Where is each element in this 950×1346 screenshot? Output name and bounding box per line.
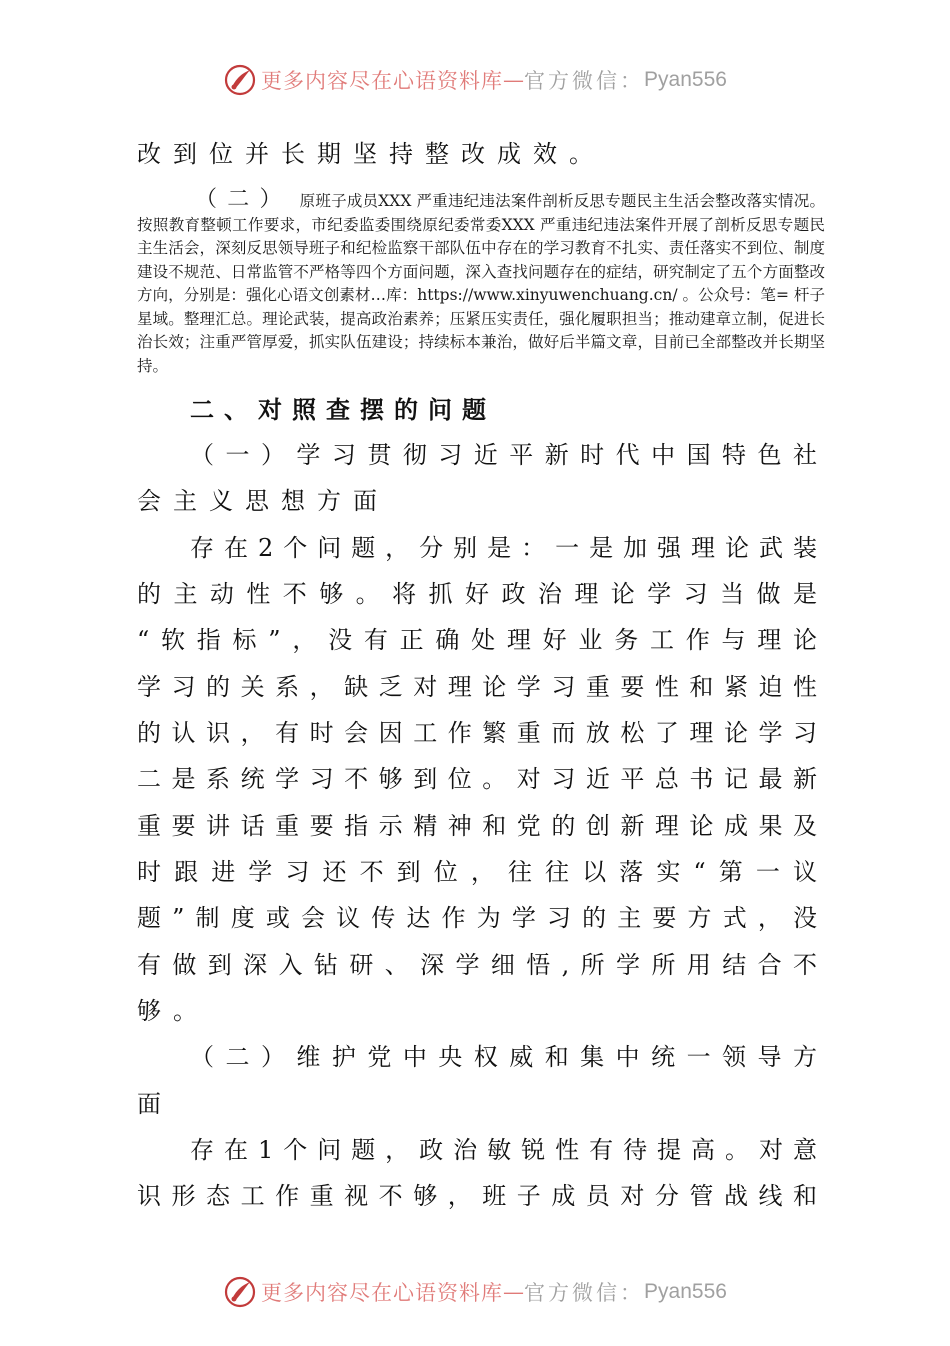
text-line: （二）维护党中央权威和集中统一领导方 [190,1043,817,1071]
paragraph-body: 原班子成员XXX 严重违纪违法案件剖析反思专题民主生活会整改落实情况。按照教育整顿工作要求，市纪委监委围绕原纪委常委XXX 严重违纪违法案件开展了剖析反思专题民主生活会，深刻反思领导班子和纪检监察干部队伍中存在的学习教育不扎实、责任落实不到位、制度建设不规范、日常监管不严格等四个方面问题，深入查找问题存在的症结，研究制定了五个方面整改方向，分别是：强化心语文创素材…库：https://www.xinyuwenchuang.cn/ 。公众号：笔= 杆子星域。整理汇总。理论武装，提高政治素养；压紧压实责任，强化履职担当；推动建章立制，促进长治长效；注重严管厚爱，抓实队伍建设；持续标本兼治，做好后半篇文章，目前已全部整改并长期坚持。 [137,192,825,375]
watermark-label: 官方微信： [524,69,645,93]
text-line: 学习的关系，缺乏对理论学习重要性和紧迫性 [137,673,817,701]
watermark-label: 官方微信： [524,1281,645,1305]
section-heading: 二、对照查摆的问题 [190,396,496,424]
text-line: 时跟进学习还不到位，往往以落实“第一议 [137,858,817,886]
text-line: “软指标”，没有正确处理好业务工作与理论 [137,626,817,654]
watermark-wechat-id: Pyan556 [644,68,727,91]
text-line: 题”制度或会议传达作为学习的主要方式，没 [137,904,817,932]
paragraph-section-two [137,188,825,378]
brush-logo-icon [223,63,257,97]
text-line: 有做到深入钻研、深学细悟,所学所用结合不 [137,951,817,979]
text-line: （一）学习贯彻习近平新时代中国特色社 [190,441,817,469]
text-line: 的主动性不够。将抓好政治理论学习当做是 [137,580,817,608]
watermark-site: 更多内容尽在心语资料库 [261,69,504,93]
paragraph-lead: （二） [195,187,292,212]
text-line: 改到位并长期坚持整改成效。 [137,140,605,168]
watermark-wechat-id: Pyan556 [644,1280,727,1303]
watermark-dash: — [503,1280,525,1304]
text-line: 识形态工作重视不够，班子成员对分管战线和 [137,1182,817,1210]
text-line: 二是系统学习不够到位。对习近平总书记最新 [137,765,817,793]
watermark-site: 更多内容尽在心语资料库 [261,1281,504,1305]
text-line: 够。 [137,997,209,1025]
text-line: 存在2个问题，分别是：一是加强理论武装 [190,534,817,562]
text-line: 重要讲话重要指示精神和党的创新理论成果及 [137,812,817,840]
footer-watermark [0,1272,950,1312]
text-line: 存在1个问题，政治敏锐性有待提高。对意 [190,1136,817,1164]
header-watermark [0,60,950,100]
text-line: 的认识，有时会因工作繁重而放松了理论学习 [137,719,817,747]
brush-logo-icon [223,1275,257,1309]
text-line: 会主义思想方面 [137,487,389,515]
text-line: 面 [137,1090,173,1118]
watermark-dash: — [503,68,525,92]
